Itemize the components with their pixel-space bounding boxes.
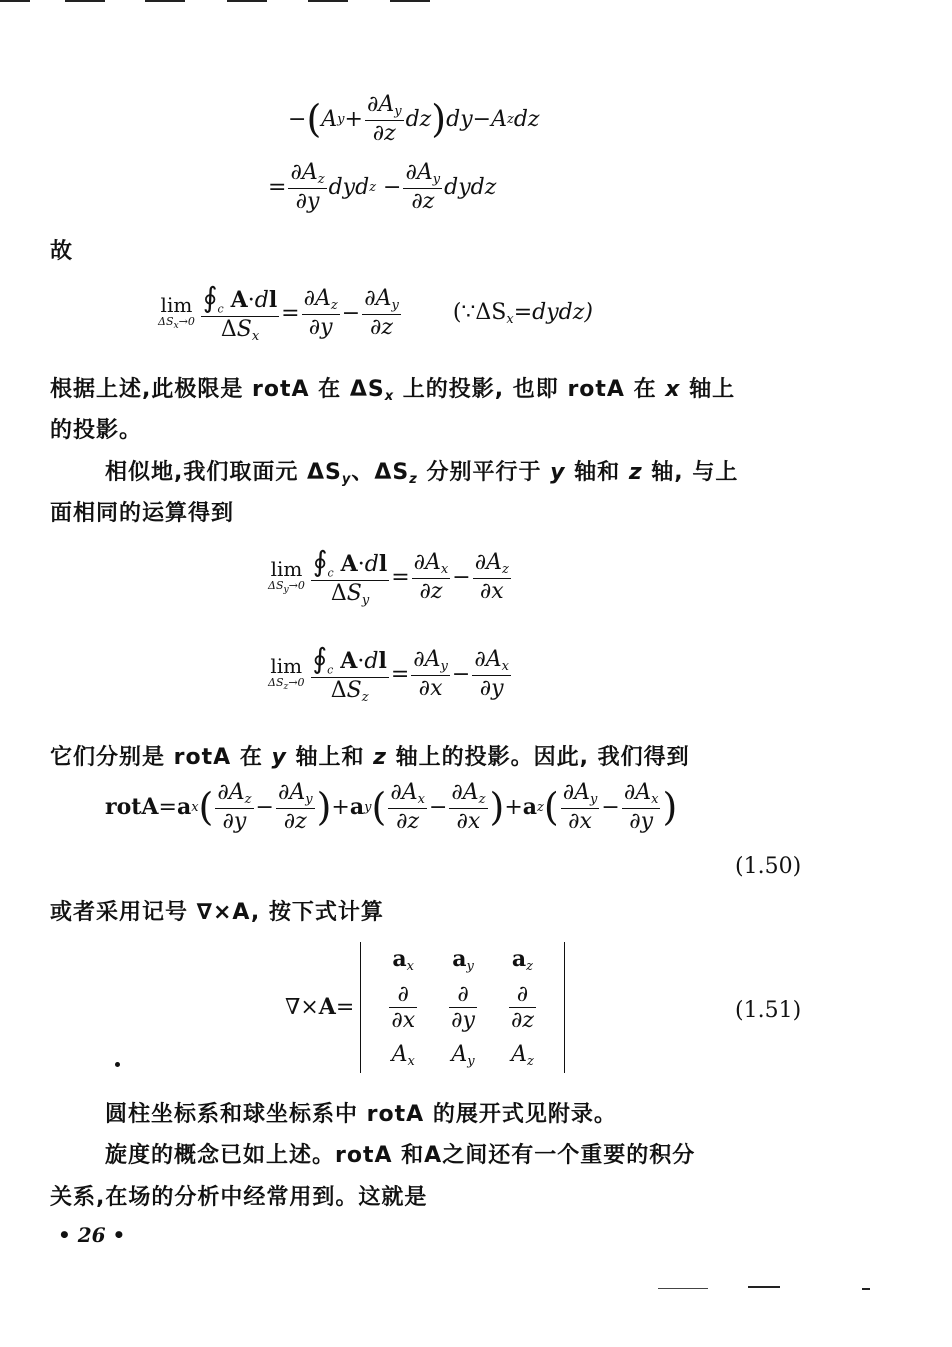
scan-artifact-line <box>748 1286 780 1288</box>
equation-number-1-50: (1.50) <box>735 854 802 879</box>
equation-number-1-51: (1.51) <box>735 998 802 1023</box>
limit-equation-y: lim $\Delta S_y\to 0$ $\frac{∮_c A\cdot dl}{\Delta S_y}$ = $\frac{\partial A_x}{\partial z}$ − $\frac{\partial A_z}{\partial x}$ <box>268 545 509 609</box>
page-number: • 26 • <box>58 1223 126 1247</box>
rot-a-equation: rotA = a x ( $\frac{\partial A_z}{\partial y}$ − $\frac{\partial A_y}{\partial z}$ ) + a y ( $\frac{\partial A_x}{\partial z}$ − $\frac{\partial A_z}{\partial x}$ ) + a z ( $\frac{\partial A_y}{\partial x}$ − $\frac{\partial A_x}{\partial y}$ ) <box>105 780 678 834</box>
curl-determinant: ∇×A= $a_x$ $a_y$ $a_z$ $\frac{\partial}{\partial x}$ $\frac{\partial}{\partial y}$ $\frac{\partial}{\partial z}$ $A_x$ $A_y$ $A_z$ <box>285 942 565 1073</box>
paragraph-2-line-2: 面相同的运算得到 <box>50 501 235 526</box>
limit-equation-x: lim $\Delta S_x\to 0$ $\frac{∮_c A\cdot dl}{\Delta S_x}$ = $\frac{\partial A_z}{\partial y}$ − $\frac{\partial A_y}{\partial z}$ $(\because\Delta S_x=dydz)$ <box>158 281 593 345</box>
paragraph-6-line-1: 旋度的概念已如上述。rotA 和A之间还有一个重要的积分 <box>105 1143 696 1168</box>
scan-artifact-line <box>145 0 185 2</box>
paragraph-5: 圆柱坐标系和球坐标系中 rotA 的展开式见附录。 <box>105 1102 617 1127</box>
paragraph-1-line-1: 根据上述,此极限是 rotA 在 $\Delta S_x$ 上的投影, 也即 rotA 在 x 轴上 <box>50 377 736 404</box>
paragraph-2-line-1: 相似地,我们取面元 $\Delta S_y$、$\Delta S_z$ 分别平行于 y 轴和 z 轴, 与上 <box>105 460 739 487</box>
paragraph-6-line-2: 关系,在场的分析中经常用到。这就是 <box>50 1185 428 1210</box>
scan-artifact-line <box>390 0 430 2</box>
because-note: $(\because\Delta S_x=dydz)$ <box>452 299 593 327</box>
scan-artifact-line <box>65 0 105 2</box>
paragraph-1-line-2: 的投影。 <box>50 418 143 443</box>
scan-artifact-line <box>0 0 30 2</box>
scan-artifact-line <box>227 0 267 2</box>
scan-artifact-line <box>308 0 348 2</box>
scan-artifact-line <box>658 1288 708 1289</box>
equation-line-2: = $\frac{\partial A_z}{\partial y}$ dyd z − $\frac{\partial A_y}{\partial z}$ dydz <box>268 160 497 214</box>
scan-artifact-dot <box>115 1062 120 1067</box>
limit-equation-z: lim $\Delta S_z\to 0$ $\frac{∮_c A\cdot dl}{\Delta S_z}$ = $\frac{\partial A_y}{\partial x}$ − $\frac{\partial A_x}{\partial y}$ <box>268 642 509 706</box>
word-gu: 故 <box>50 239 74 264</box>
paragraph-4: 或者采用记号 ∇×A, 按下式计算 <box>50 900 384 925</box>
equation-line-1: − ( A y + $\frac{\partial A_y}{\partial z}$ dz ) dy − A z dz <box>288 92 540 146</box>
paragraph-3: 它们分别是 rotA 在 y 轴上和 z 轴上的投影。因此, 我们得到 <box>50 745 690 770</box>
scan-artifact-line <box>862 1288 870 1290</box>
